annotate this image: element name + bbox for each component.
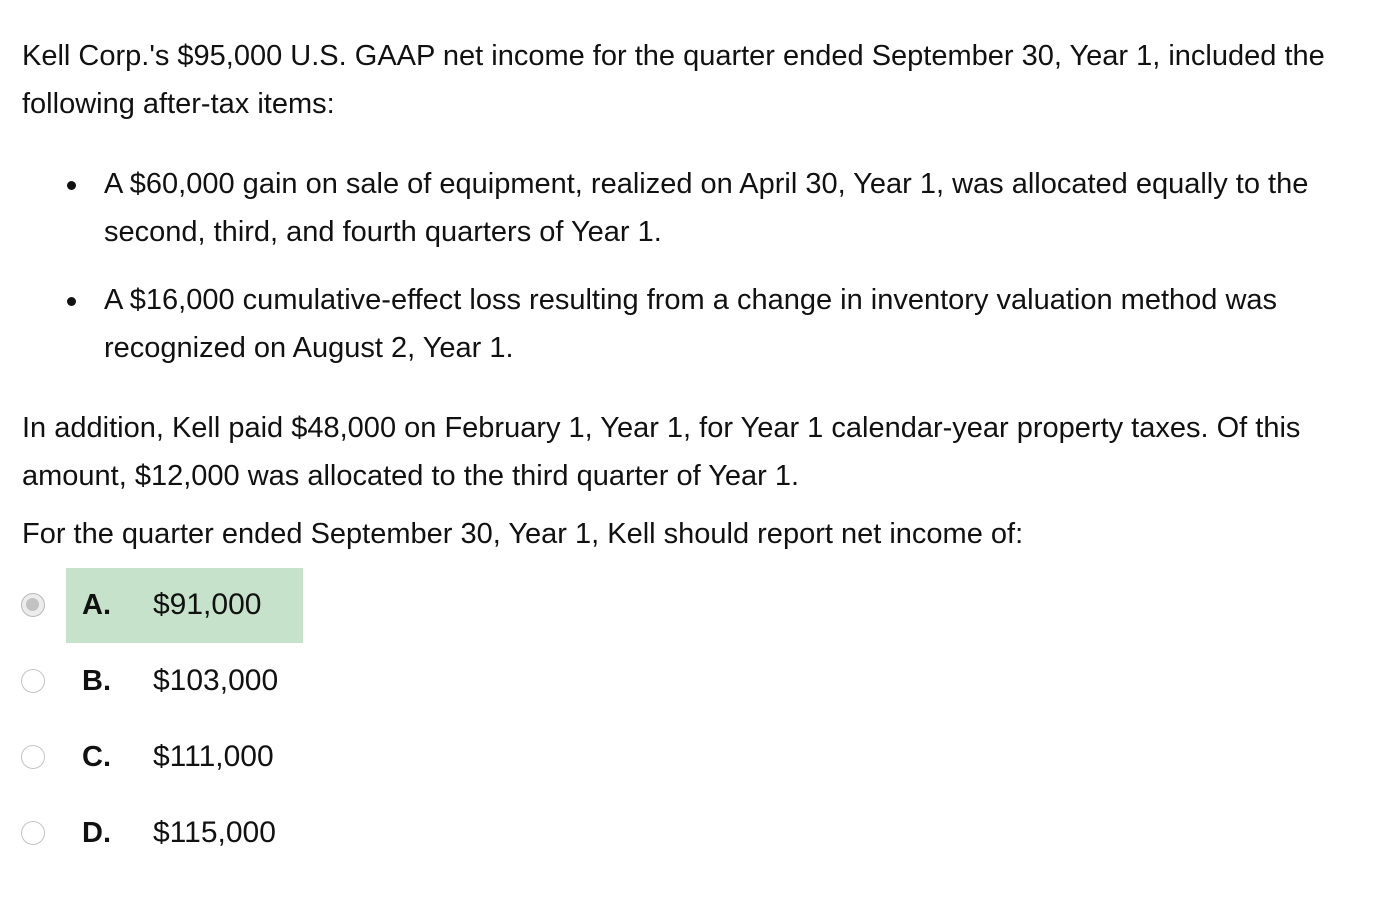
- choice-d-label[interactable]: [66, 796, 303, 871]
- choice-a[interactable]: [0, 568, 600, 644]
- choice-letter: B.: [82, 665, 111, 697]
- question-prompt: For the quarter ended September 30, Year 1, Kell should report net income of:: [22, 518, 1024, 550]
- bullet-icon: [67, 297, 76, 306]
- choice-value: $103,000: [153, 664, 279, 697]
- choice-a-label[interactable]: [66, 568, 303, 643]
- radio-button-a[interactable]: [21, 593, 45, 617]
- choice-d[interactable]: [0, 796, 600, 872]
- list-item-text: A $16,000 cumulative-effect loss resulting from a change in inventory valuation method was recognized on August 2, Year 1.: [104, 284, 1278, 364]
- choice-value: $111,000: [153, 740, 274, 773]
- choice-letter: C.: [82, 741, 111, 773]
- question-intro: Kell Corp.'s $95,000 U.S. GAAP net income for the quarter ended September 30, Year 1, included the following after-tax items:: [22, 40, 1325, 120]
- radio-button-d[interactable]: [21, 821, 45, 845]
- choice-value: $91,000: [153, 588, 262, 621]
- list-item: [0, 276, 1378, 372]
- choice-value: $115,000: [153, 816, 276, 849]
- choice-letter: D.: [82, 817, 111, 849]
- radio-button-c[interactable]: [21, 745, 45, 769]
- list-item-text: A $60,000 gain on sale of equipment, realized on April 30, Year 1, was allocated equally to the second, third, and fourth quarters of Year 1.: [104, 168, 1309, 248]
- list-item: [0, 160, 1378, 256]
- choice-letter: A.: [82, 589, 111, 621]
- choice-c[interactable]: [0, 720, 600, 796]
- item-list: [0, 160, 1378, 372]
- question-addition: In addition, Kell paid $48,000 on February 1, Year 1, for Year 1 calendar-year property taxes. Of this amount, $12,000 was allocated to the third quarter of Year 1.: [22, 412, 1301, 492]
- radio-button-b[interactable]: [21, 669, 45, 693]
- choice-b[interactable]: [0, 644, 600, 720]
- choice-c-label[interactable]: [66, 720, 303, 795]
- choice-b-label[interactable]: [66, 644, 303, 719]
- answer-choices: [0, 568, 600, 872]
- bullet-icon: [67, 181, 76, 190]
